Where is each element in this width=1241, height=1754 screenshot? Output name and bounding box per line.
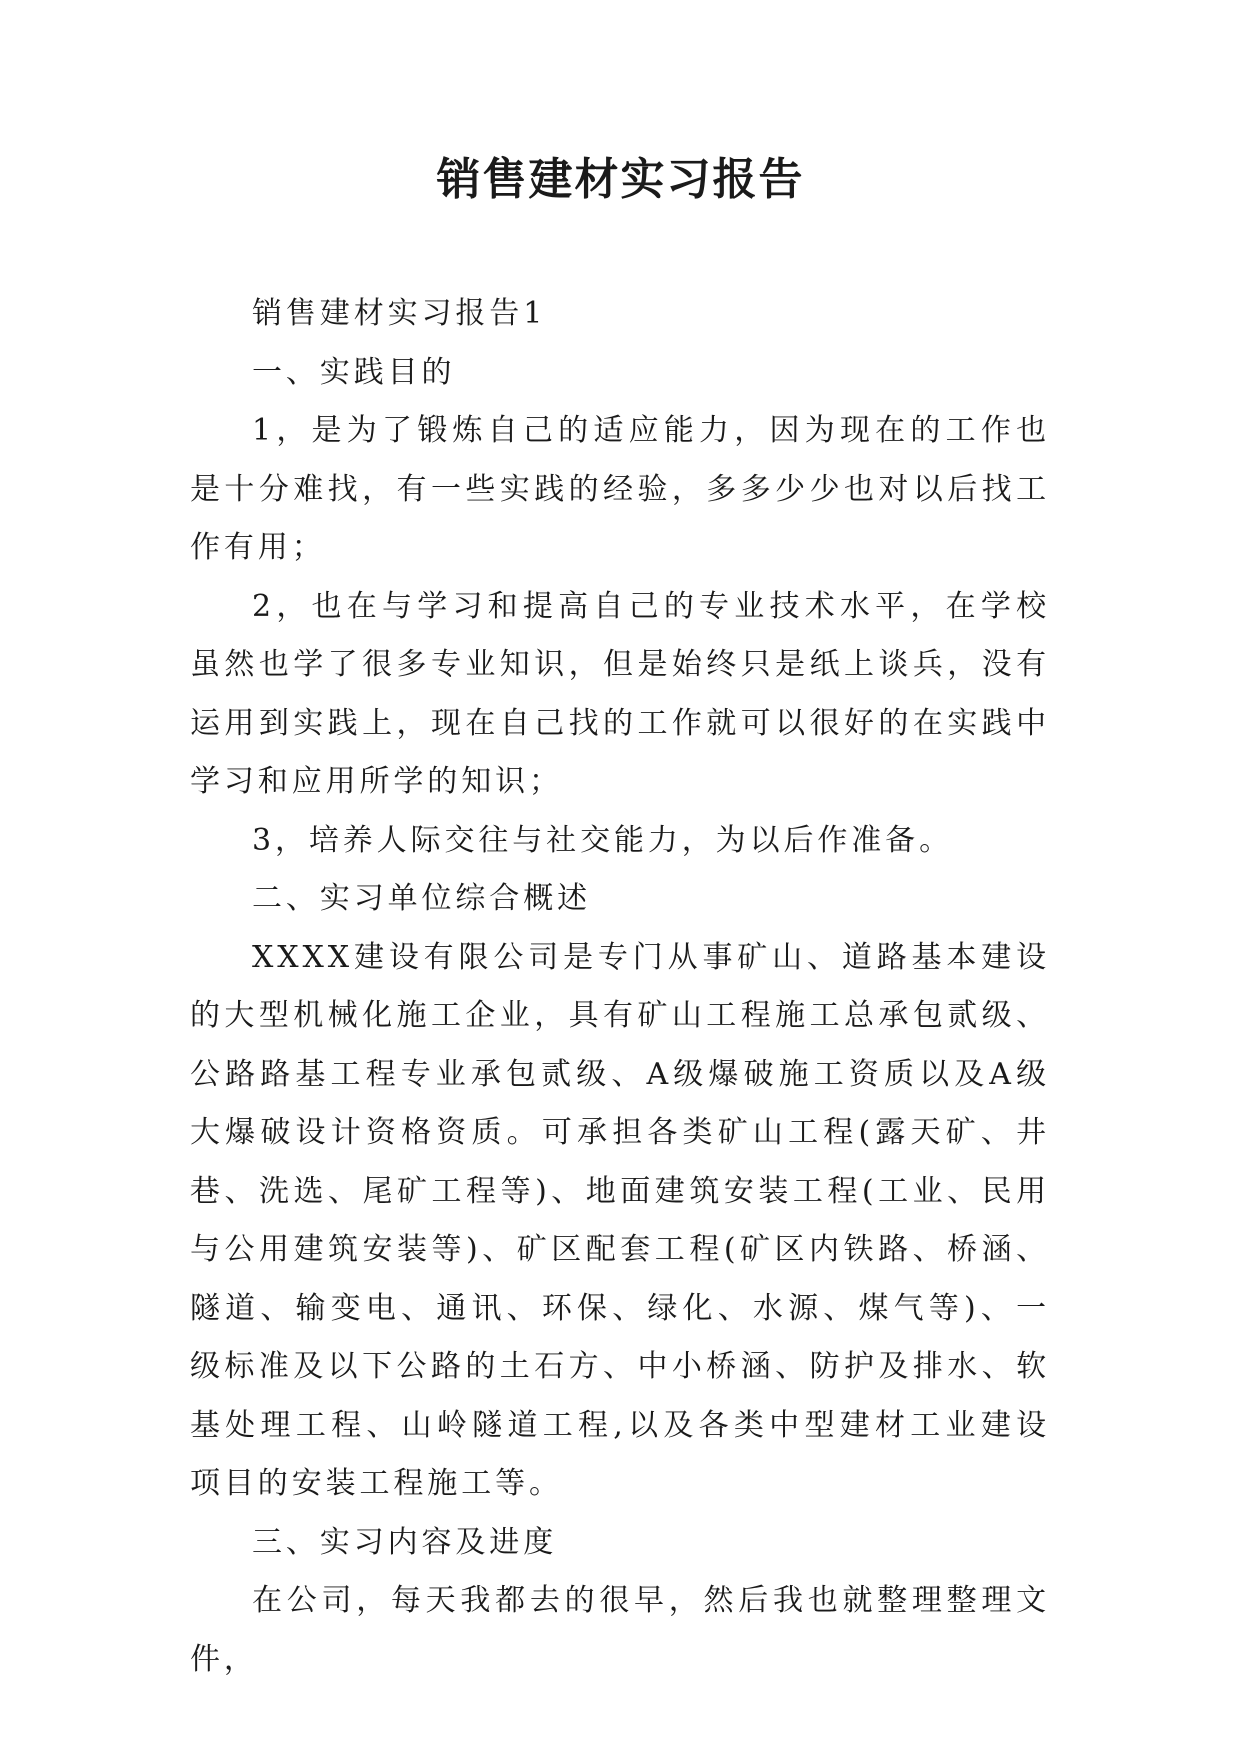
document-title: 销售建材实习报告 bbox=[436, 154, 805, 205]
paragraph-subtitle: 销售建材实习报告1 bbox=[252, 296, 547, 331]
paragraph: 1，是为了锻炼自己的适应能力，因为现在的工作也是十分难找，有一些实践的经验，多多少少也对以后找工作有用； bbox=[190, 413, 1050, 565]
document-body bbox=[190, 285, 1050, 1689]
paragraph: 2，也在与学习和提高自己的专业技术水平，在学校虽然也学了很多专业知识，但是始终只是纸上谈兵，没有运用到实践上，现在自己找的工作就可以很好的在实践中学习和应用所学的知识； bbox=[190, 588, 1050, 799]
section-heading-3: 三、实习内容及进度 bbox=[252, 1524, 558, 1560]
paragraph: XXXX建设有限公司是专门从事矿山、道路基本建设的大型机械化施工企业，具有矿山工程施工总承包贰级、公路路基工程专业承包贰级、A级爆破施工资质以及A级大爆破设计资格资质。可承担各类矿山工程(露天矿、井巷、洗选、尾矿工程等)、地面建筑安装工程(工业、民用与公用建筑安装等)、矿区配套工程(矿区内铁路、桥涵、隧道、输变电、通讯、环保、绿化、水源、煤气等)、一级标准及以下公路的土石方、中小桥涵、防护及排水、软基处理工程、山岭隧道工程,以及各类中型建材工业建设项目的安装工程施工等。 bbox=[190, 939, 1050, 1501]
section-heading-2: 二、实习单位综合概述 bbox=[252, 881, 591, 916]
paragraph: 在公司，每天我都去的很早，然后我也就整理整理文件， bbox=[190, 1583, 1050, 1677]
paragraph: 3，培养人际交往与社交能力，为以后作准备。 bbox=[252, 822, 953, 858]
section-heading-1: 一、实践目的 bbox=[252, 354, 456, 390]
